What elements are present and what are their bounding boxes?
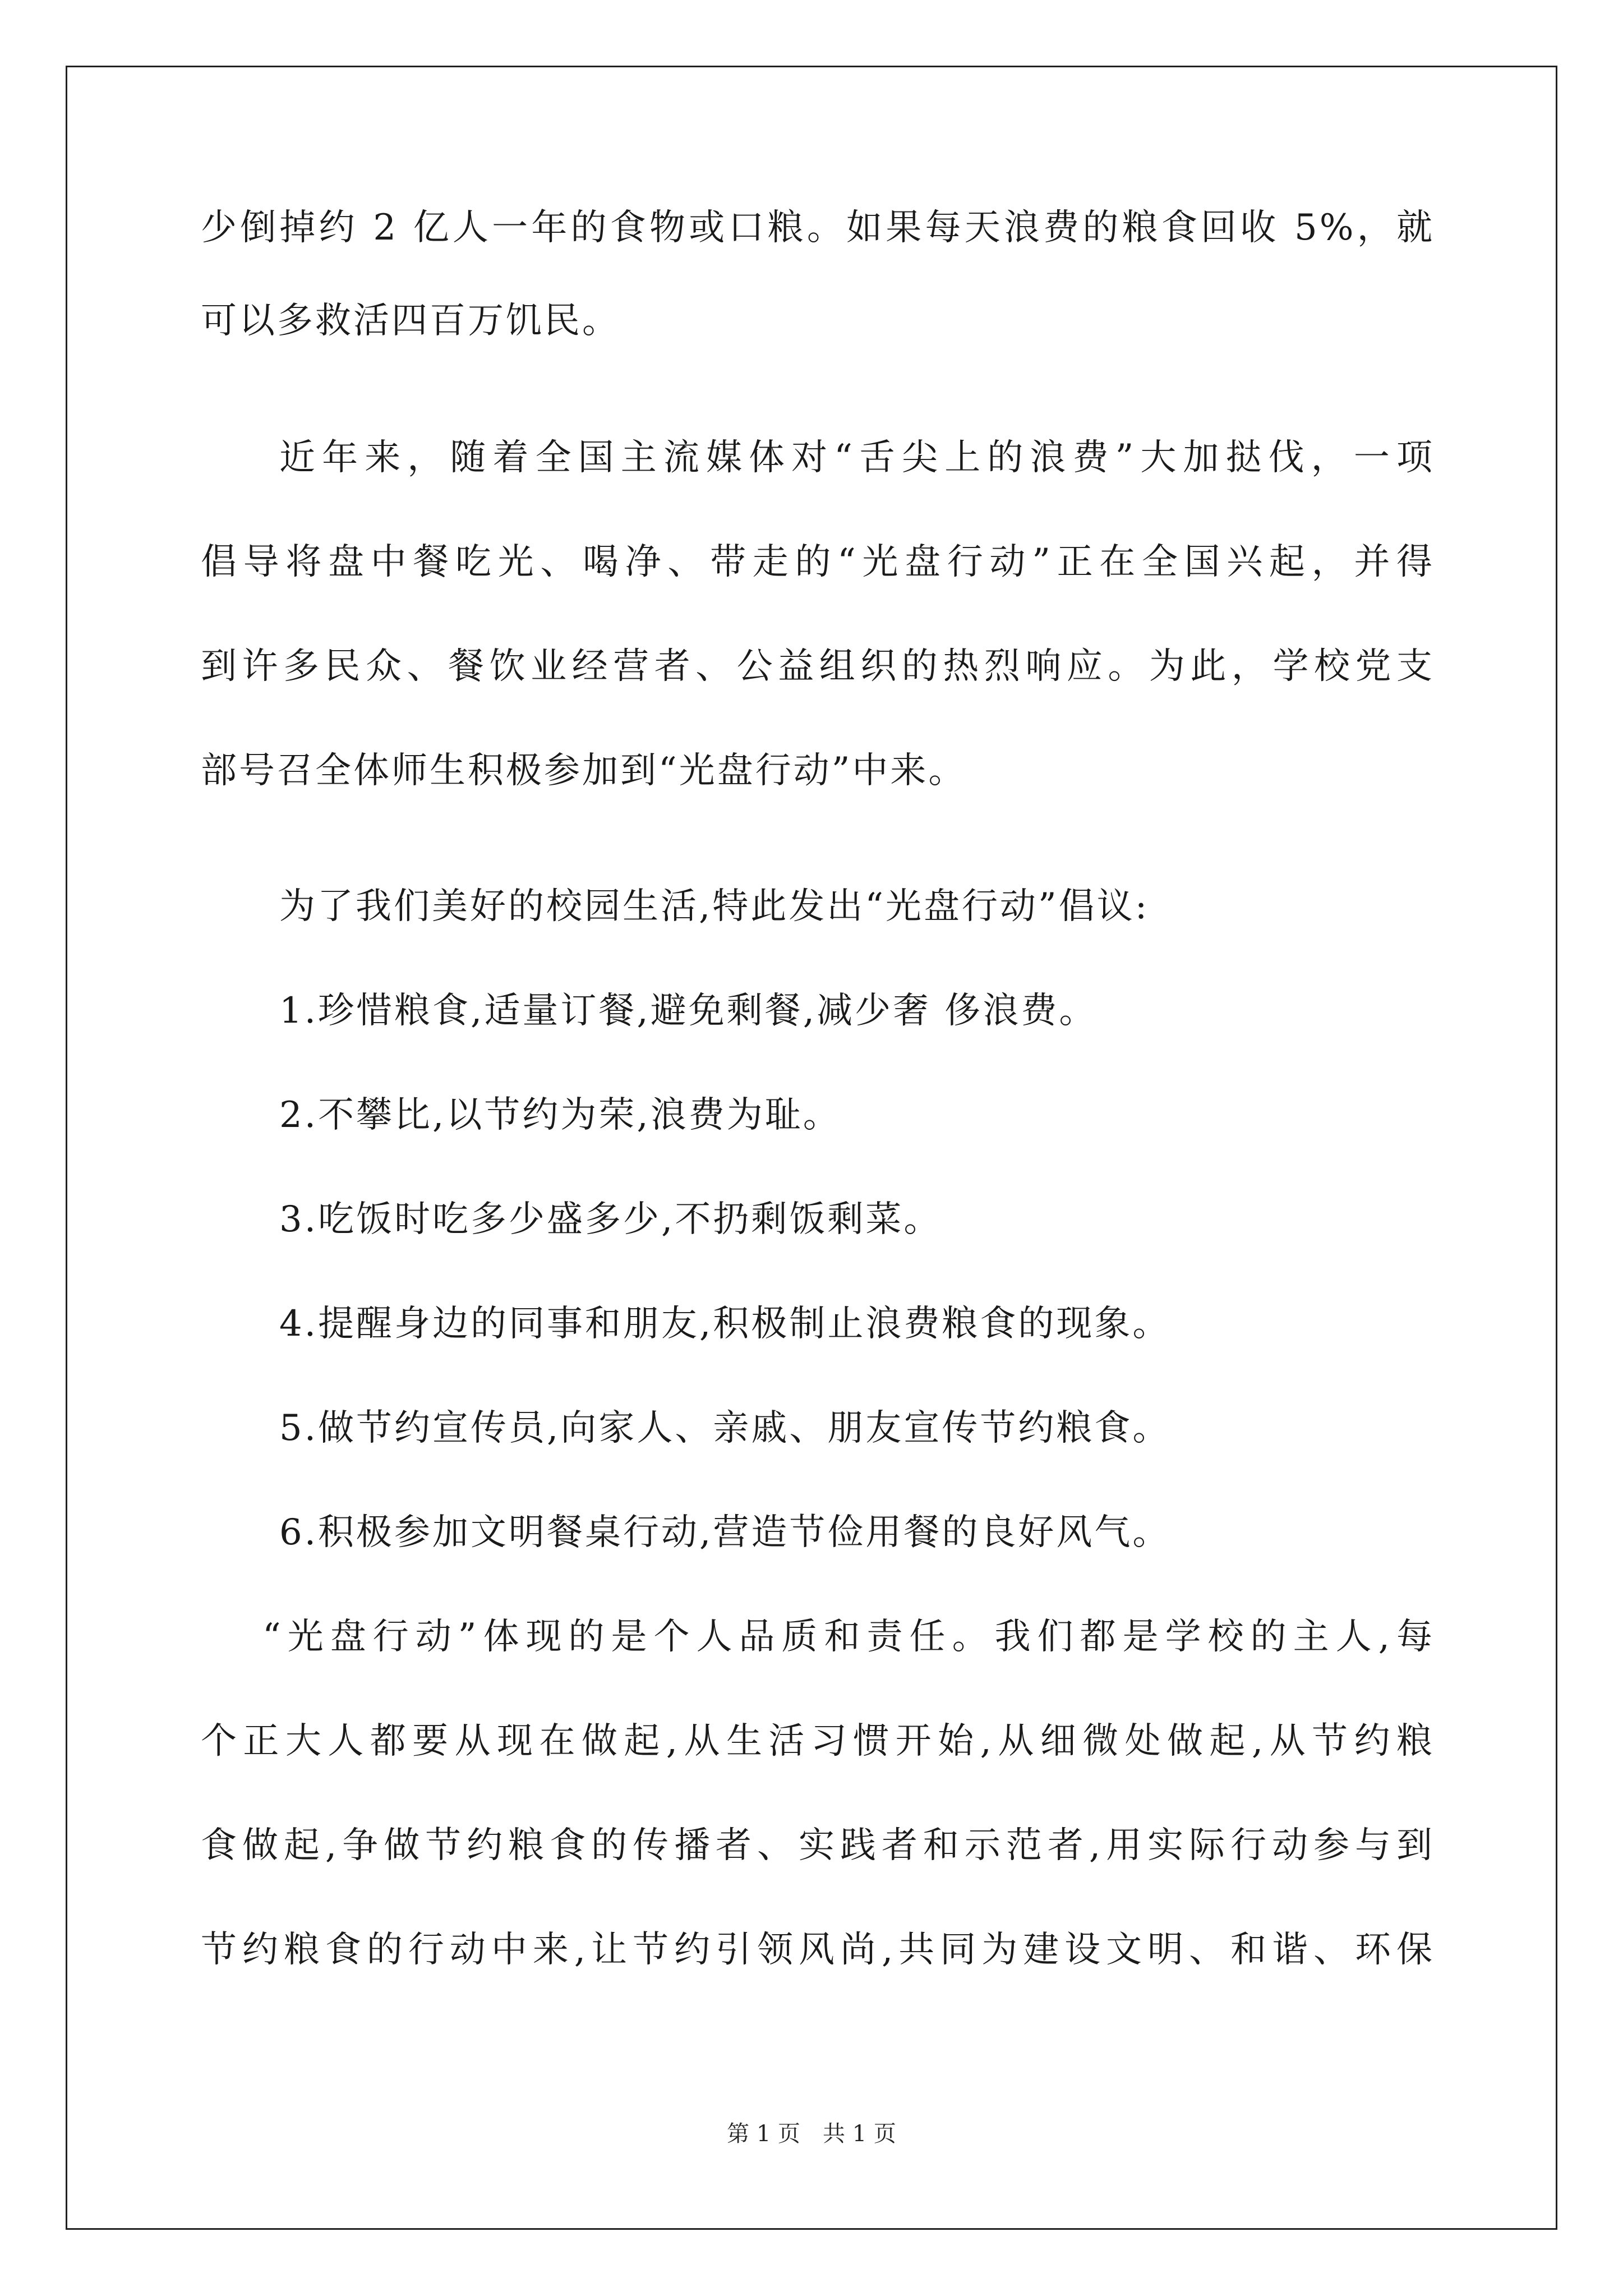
proposal-intro: 为了我们美好的校园生活,特此发出“光盘行动”倡议: bbox=[279, 886, 1150, 927]
proposal-item-6: 6.积极参加文明餐桌行动,营造节俭用餐的良好风气。 bbox=[279, 1512, 1171, 1553]
page-border bbox=[66, 66, 1557, 2230]
page-number-footer: 第 1 页 共 1 页 bbox=[727, 2121, 896, 2147]
proposal-item-3: 3.吃饭时吃多少盛多少,不扔剩饭剩菜。 bbox=[279, 1199, 942, 1240]
closing-line-2: 个正大人都要从现在做起,从生活习惯开始,从细微处做起,从节约粮 bbox=[201, 1720, 1435, 1762]
paragraph-1-line-1: 少倒掉约 2 亿人一年的食物或口粮。如果每天浪费的粮食回收 5%，就 bbox=[201, 207, 1435, 249]
proposal-item-4: 4.提醒身边的同事和朋友,积极制止浪费粮食的现象。 bbox=[279, 1303, 1171, 1345]
proposal-item-1: 1.珍惜粮食,适量订餐,避免剩餐,减少奢 侈浪费。 bbox=[279, 990, 1098, 1032]
closing-line-1: “光盘行动”体现的是个人品质和责任。我们都是学校的主人,每 bbox=[262, 1616, 1435, 1658]
paragraph-2-line-3: 到许多民众、餐饮业经营者、公益组织的热烈响应。为此，学校党支 bbox=[201, 646, 1435, 687]
paragraph-2-line-1: 近年来，随着全国主流媒体对“舌尖上的浪费”大加挞伐，一项 bbox=[279, 437, 1435, 478]
closing-line-3: 食做起,争做节约粮食的传播者、实践者和示范者,用实际行动参与到 bbox=[201, 1825, 1435, 1866]
closing-line-4: 节约粮食的行动中来,让节约引领风尚,共同为建设文明、和谐、环保 bbox=[201, 1929, 1435, 1971]
paragraph-1-line-2: 可以多救活四百万饥民。 bbox=[201, 300, 620, 342]
paragraph-2-line-2: 倡导将盘中餐吃光、喝净、带走的“光盘行动”正在全国兴起，并得 bbox=[201, 541, 1435, 583]
proposal-item-2: 2.不攀比,以节约为荣,浪费为耻。 bbox=[279, 1094, 841, 1136]
proposal-item-5: 5.做节约宣传员,向家人、亲戚、朋友宣传节约粮食。 bbox=[279, 1407, 1171, 1449]
paragraph-2-line-4: 部号召全体师生积极参加到“光盘行动”中来。 bbox=[201, 750, 967, 792]
